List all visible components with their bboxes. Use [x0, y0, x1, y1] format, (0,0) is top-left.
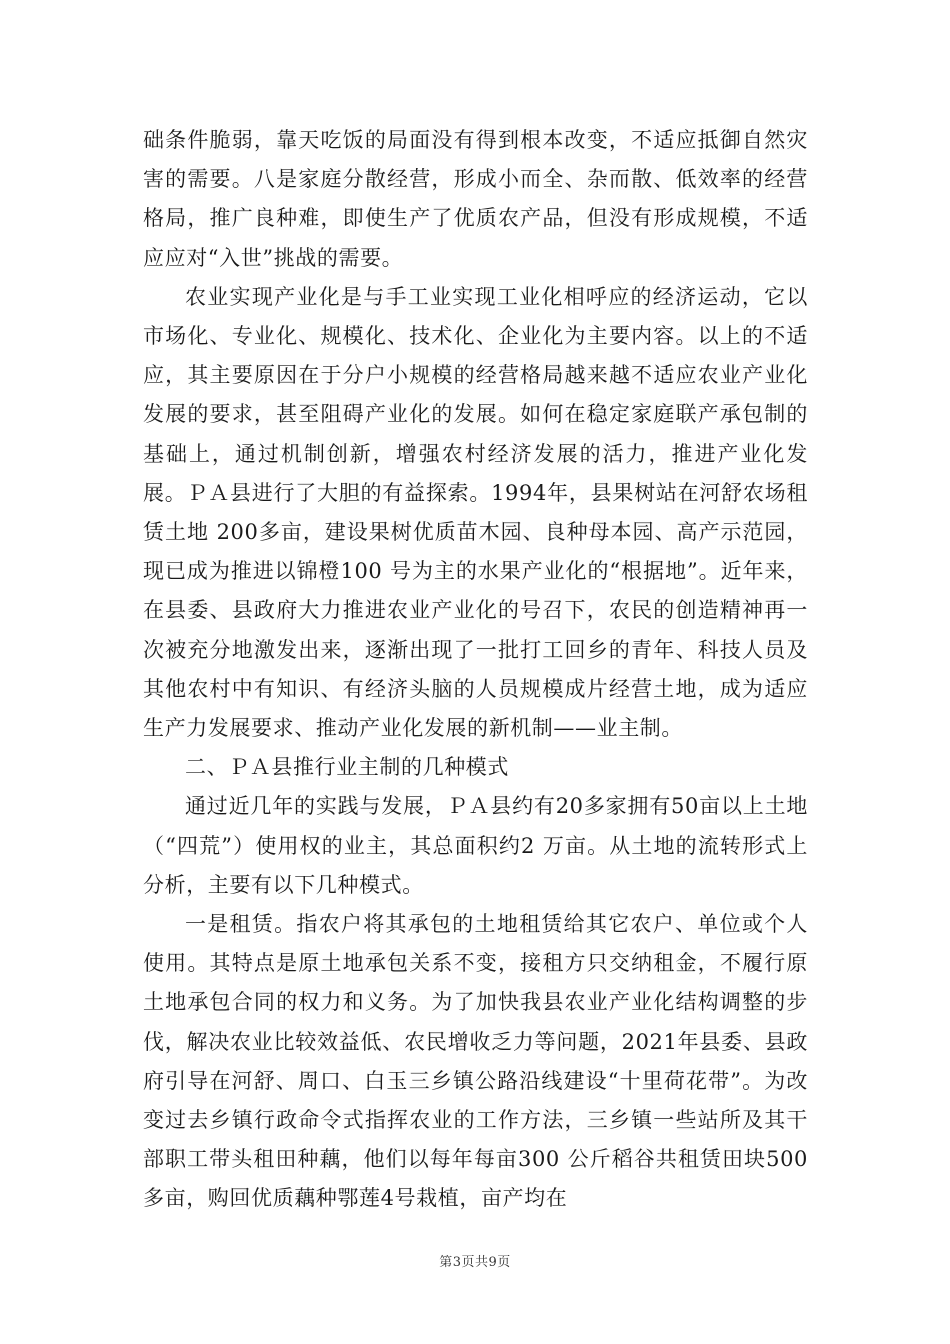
paragraph-1: 础条件脆弱，靠天吃饭的局面没有得到根本改变，不适应抵御自然灾害的需要。八是家庭分散经营，形成小而全、杂而散、低效率的经营格局，推广良种难，即使生产了优质农产品，但没有形成规模，不适应应对“入世”挑战的需要。 [143, 128, 808, 270]
paragraph-2: 农业实现产业化是与手工业实现工业化相呼应的经济运动，它以市场化、专业化、规模化、技术化、企业化为主要内容。以上的不适应，其主要原因在于分户小规模的经营格局越来越不适应农业产业化发展的要求，甚至阻碍产业化的发展。如何在稳定家庭联产承包制的基础上，通过机制创新，增强农村经济发展的活力，推进产业化发展。ＰＡ县进行了大胆的有益探索。1994年，县果树站在河舒农场租赁土地 200多亩，建设果树优质苗木园、良种母本园、高产示范园，现已成为推进以锦橙100 号为主的水果产业化的“根据地”。近年来，在县委、县政府大力推进农业产业化的号召下，农民的创造精神再一次被充分地激发出来，逐渐出现了一批打工回乡的青年、科技人员及其他农村中有知识、有经济头脑的人员规模成片经营土地，成为适应生产力发展要求、推动产业化发展的新机制——业主制。 [143, 284, 808, 741]
paragraph-3: 通过近几年的实践与发展，ＰＡ县约有20多家拥有50亩以上土地（“四荒”）使用权的业主，其总面积约2 万亩。从土地的流转形式上分析，主要有以下几种模式。 [143, 794, 808, 897]
paragraph-4: 一是租赁。指农户将其承包的土地租赁给其它农户、单位或个人使用。其特点是原土地承包关系不变，接租方只交纳租金，不履行原土地承包合同的权力和义务。为了加快我县农业产业化结构调整的步伐，解决农业比较效益低、农民增收乏力等问题，2021年县委、县政府引导在河舒、周口、白玉三乡镇公路沿线建设“十里荷花带”。为改变过去乡镇行政命令式指挥农业的工作方法，三乡镇一些站所及其干部职工带头租田种藕，他们以每年每亩300 公斤稻谷共租赁田块500多亩，购回优质藕种鄂莲4号栽植，亩产均在 [143, 912, 808, 1211]
section-heading: 二、ＰＡ县推行业主制的几种模式 [185, 755, 509, 780]
document-body [143, 121, 808, 1219]
page-number-footer: 第3页共9页 [439, 1255, 511, 1270]
